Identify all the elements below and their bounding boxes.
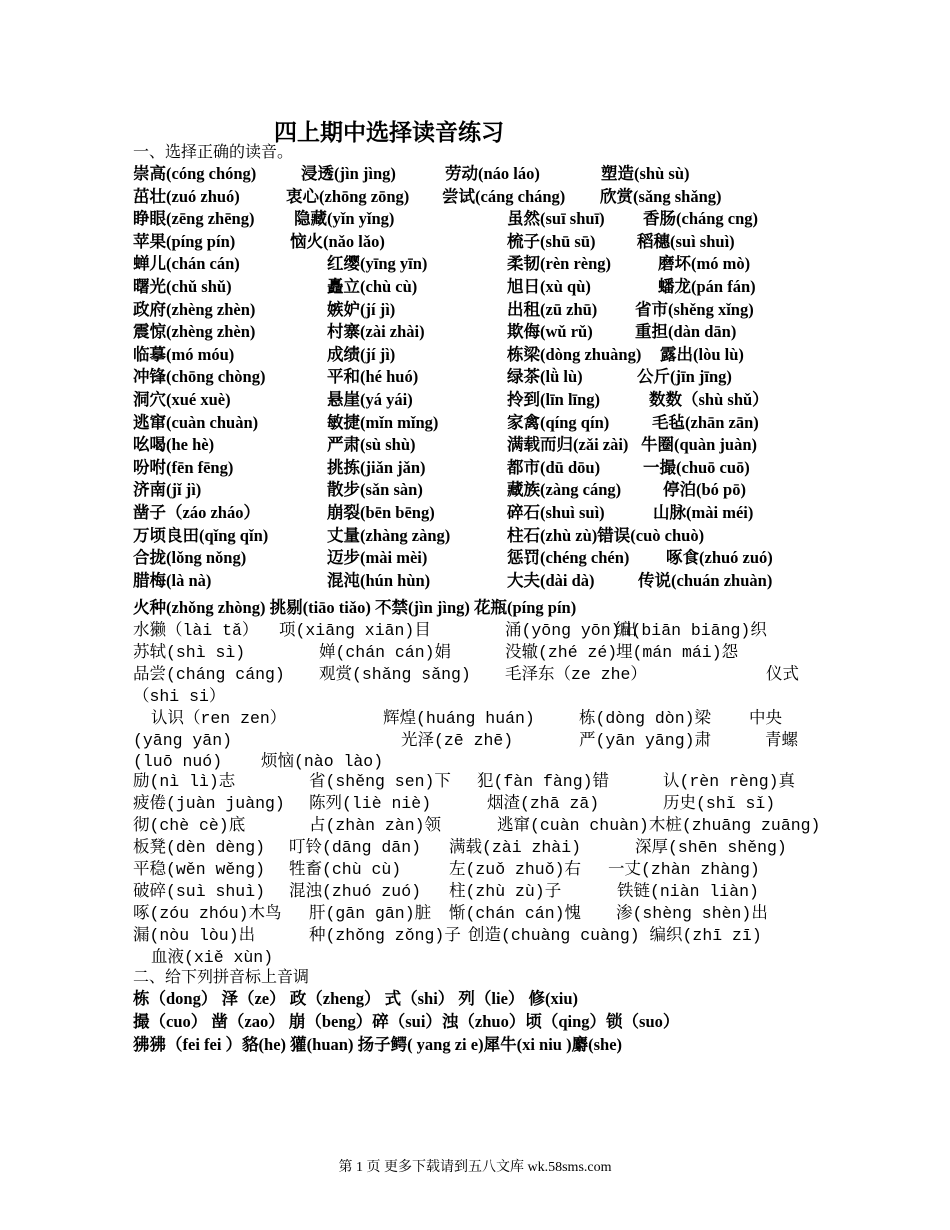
reading-item: 中央 (749, 709, 782, 728)
tone-item: 撮（cuo） 凿（zao） 崩（beng）碎（sui）浊（zhuo）顷（qing）锁（suo） (133, 1012, 680, 1031)
section-heading-text: 一、选择正确的读音。 (133, 142, 294, 161)
reading-item: 观赏(shǎng sǎng) (319, 665, 471, 684)
reading-item: 婵(chán cán)娟 (319, 643, 452, 662)
reading-item: 陈列(liè niè) (309, 794, 432, 813)
reading-item: 柱石(zhù zù)错误(cuò chuò) (507, 526, 705, 545)
reading-item: 叮铃(dāng dān) (289, 838, 422, 857)
reading-item: 铁链(niàn liàn) (617, 882, 759, 901)
reading-item: 嫉妒(jí jì) (327, 300, 396, 319)
reading-item: 衷心(zhōng zōng) (286, 187, 410, 206)
section-heading-text: 二、给下列拼音标上音调 (133, 967, 310, 986)
reading-item: 栋梁(dòng zhuàng) (507, 345, 642, 364)
reading-item: 磨坏(mó mò) (658, 254, 751, 273)
reading-item: 逃窜(cuàn chuàn)木桩(zhuāng zuāng) (497, 816, 821, 835)
reading-item: 蟠龙(pán fán) (658, 277, 756, 296)
reading-item: 仪式 (766, 665, 799, 684)
reading-item: 烟渣(zhā zā) (487, 794, 600, 813)
reading-item: 认识（ren zen） (151, 709, 287, 728)
reading-item: 挑拣(jiǎn jǎn) (327, 458, 426, 477)
reading-item: 一丈(zhàn zhàng) (608, 860, 760, 879)
reading-item: 碎石(shuì suì) (507, 503, 605, 522)
reading-item: 藏族(zàng cáng) (507, 480, 622, 499)
reading-item: 稻穗(suì shuì) (637, 232, 735, 251)
reading-item: 蝉儿(chán cán) (133, 254, 240, 273)
page-title: 四上期中选择读音练习 (274, 119, 504, 146)
reading-item: 破碎(suì shuì) (133, 882, 266, 901)
reading-item: 吆喝(he hè) (133, 435, 215, 454)
reading-item: 苹果(píng pín) (133, 232, 236, 251)
reading-item: 临摹(mó móu) (133, 345, 235, 364)
reading-item: 品尝(cháng cáng) (133, 665, 285, 684)
reading-item: 停泊(bó pō) (663, 480, 746, 499)
tone-item: 狒狒（fei fei ）貉(he) 獾(huan) 扬子鳄( yang zi e)犀牛(xi niu )麝(she) (133, 1035, 623, 1054)
reading-item: 家禽(qíng qín) (507, 413, 610, 432)
reading-item: 逃窜(cuàn chuàn) (133, 413, 259, 432)
reading-item: 数数（shù shǔ） (649, 390, 769, 409)
reading-item: 塑造(shù sù) (601, 164, 690, 183)
reading-item: 疲倦(juàn juàng) (133, 794, 285, 813)
reading-item: 公斤(jīn jīng) (637, 367, 732, 386)
reading-item: 绿茶(lǜ lù) (507, 367, 583, 386)
reading-item: 青螺 (765, 731, 798, 750)
reading-item: 都市(dū dōu) (507, 458, 601, 477)
reading-item: 板凳(dèn dèng) (133, 838, 266, 857)
reading-item: 村寨(zài zhài) (327, 322, 425, 341)
reading-item: 隐藏(yǐn yǐng) (294, 209, 395, 228)
reading-item: 水獭（lài tǎ） (133, 621, 259, 640)
reading-item: 种(zhǒng zǒng)子 (309, 926, 461, 945)
reading-item: 苏轼(shì sì) (133, 643, 246, 662)
reading-item: 梳子(shū sū) (507, 232, 596, 251)
reading-item: 茁壮(zuó zhuó) (133, 187, 240, 206)
reading-item: 平和(hé huó) (327, 367, 419, 386)
reading-item: (yāng yān) (133, 731, 233, 750)
reading-item: 虽然(suī shuī) (507, 209, 605, 228)
page-footer: 第 1 页 更多下载请到五八文库 wk.58sms.com (338, 1160, 612, 1175)
reading-item: 尝试(cáng cháng) (442, 187, 566, 206)
reading-item: 火种(zhǒng zhòng) 挑剔(tiāo tiǎo) 不禁(jìn jìng) 花瓶(píng pín) (133, 598, 577, 617)
reading-item: 辉煌(huáng huán) (383, 709, 535, 728)
reading-item: 出租(zū zhū) (507, 300, 598, 319)
reading-item: 柔韧(rèn rèng) (507, 254, 612, 273)
reading-item: 牛圈(quàn juàn) (641, 435, 757, 454)
reading-item: 济南(jǐ jì) (133, 480, 202, 499)
reading-item: 洞穴(xué xuè) (133, 390, 231, 409)
reading-item: 混沌(hún hùn) (327, 571, 431, 590)
reading-item: 冲锋(chōng chòng) (133, 367, 266, 386)
reading-item: 惭(chán cán)愧 (449, 904, 582, 923)
reading-item: 埋(mán mái)怨 (616, 643, 739, 662)
reading-item: 一撮(chuō cuō) (643, 458, 750, 477)
reading-item: 满载而归(zǎi zài) (507, 435, 629, 454)
reading-item: 省市(shěng xǐng) (635, 300, 754, 319)
reading-item: 崩裂(bēn bēng) (327, 503, 435, 522)
reading-item: 省(shěng sen)下 (309, 772, 451, 791)
reading-item: 政府(zhèng zhèn) (133, 300, 256, 319)
reading-item: (luō nuó) (133, 752, 223, 771)
reading-item: 满载(zài zhài) (449, 838, 582, 857)
reading-item: 严肃(sù shù) (327, 435, 416, 454)
reading-item: 血液(xiě xùn) (151, 948, 274, 967)
reading-item: 创造(chuàng cuàng) 编织(zhī zī) (468, 926, 762, 945)
reading-item: 编(biān biāng)织 (615, 621, 767, 640)
reading-item: 烦恼(nào lào) (261, 752, 384, 771)
reading-item: 大夫(dài dà) (507, 571, 595, 590)
reading-item: 深厚(shēn shěng) (635, 838, 787, 857)
reading-item: 合拢(lǒng nǒng) (133, 548, 247, 567)
reading-item: 震惊(zhèng zhèn) (133, 322, 256, 341)
reading-item: 劳动(náo láo) (445, 164, 540, 183)
reading-item: 惩罚(chéng chén) (507, 548, 630, 567)
reading-item: 香肠(cháng cng) (643, 209, 759, 228)
reading-item: 漏(nòu lòu)出 (133, 926, 256, 945)
reading-item: 欺侮(wǔ rǔ) (507, 322, 593, 341)
reading-item: 悬崖(yá yái) (327, 390, 413, 409)
reading-item: 迈步(mài mèi) (327, 548, 428, 567)
reading-item: 犯(fàn fàng)错 (477, 772, 610, 791)
reading-item: 腊梅(là nà) (133, 571, 212, 590)
reading-item: 睁眼(zēng zhēng) (133, 209, 255, 228)
reading-item: 成绩(jí jì) (327, 345, 396, 364)
reading-item: 彻(chè cè)底 (133, 816, 246, 835)
reading-item: 旭日(xù qù) (507, 277, 591, 296)
reading-item: 恼火(nǎo lǎo) (290, 232, 385, 251)
reading-item: 栋(dòng dòn)梁 (579, 709, 712, 728)
reading-item: 丈量(zhàng zàng) (327, 526, 451, 545)
reading-item: 历史(shǐ sǐ) (663, 794, 776, 813)
reading-item: 敏捷(mǐn mǐng) (327, 413, 439, 432)
reading-item: 柱(zhù zù)子 (449, 882, 562, 901)
reading-item: 拎到(līn līng) (507, 390, 601, 409)
reading-item: 光泽(zē zhē) (401, 731, 514, 750)
reading-item: 露出(lòu lù) (660, 345, 744, 364)
reading-item: 重担(dàn dān) (635, 322, 737, 341)
reading-item: 啄(zóu zhóu)木鸟 (133, 904, 282, 923)
reading-item: 平稳(wěn wěng) (133, 860, 266, 879)
reading-item: 红缨(yīng yīn) (327, 254, 428, 273)
reading-item: 毛毡(zhān zān) (652, 413, 759, 432)
reading-item: 肝(gān gān)脏 (309, 904, 432, 923)
reading-item: （shi si） (133, 687, 226, 706)
reading-item: 曙光(chǔ shǔ) (133, 277, 232, 296)
reading-item: 渗(shèng shèn)出 (616, 904, 768, 923)
reading-item: 严(yān yāng)肃 (579, 731, 712, 750)
tone-item: 栋（dong） 泽（ze） 政（zheng） 式（shi） 列（lie） 修(xiu) (133, 989, 579, 1008)
reading-item: 散步(sǎn sàn) (327, 480, 423, 499)
reading-item: 认(rèn rèng)真 (663, 772, 796, 791)
reading-item: 毛泽东（ze zhe） (505, 665, 647, 684)
reading-item: 万顷良田(qǐng qǐn) (133, 526, 269, 545)
reading-item: 浸透(jìn jìng) (301, 164, 396, 183)
reading-item: 啄食(zhuó zuó) (666, 548, 773, 567)
reading-item: 凿子（záo zháo） (133, 503, 260, 522)
reading-item: 涌(yōng yōn)出 (505, 621, 638, 640)
reading-item: 混浊(zhuó zuó) (289, 882, 422, 901)
reading-item: 崇高(cóng chóng) (133, 164, 257, 183)
reading-item: 欣赏(sǎng shǎng) (600, 187, 722, 206)
reading-item: 牲畜(chù cù) (289, 860, 402, 879)
reading-item: 没辙(zhé zé) (505, 643, 618, 662)
reading-item: 山脉(mài méi) (653, 503, 754, 522)
reading-item: 传说(chuán zhuàn) (638, 571, 773, 590)
reading-item: 矗立(chù cù) (327, 277, 418, 296)
reading-item: 占(zhàn zàn)领 (309, 816, 442, 835)
reading-item: 左(zuǒ zhuǒ)右 (449, 860, 582, 879)
reading-item: 吩咐(fēn fēng) (133, 458, 234, 477)
reading-item: 励(nì lì)志 (133, 772, 236, 791)
reading-item: 项(xiāng xiān)目 (279, 621, 431, 640)
